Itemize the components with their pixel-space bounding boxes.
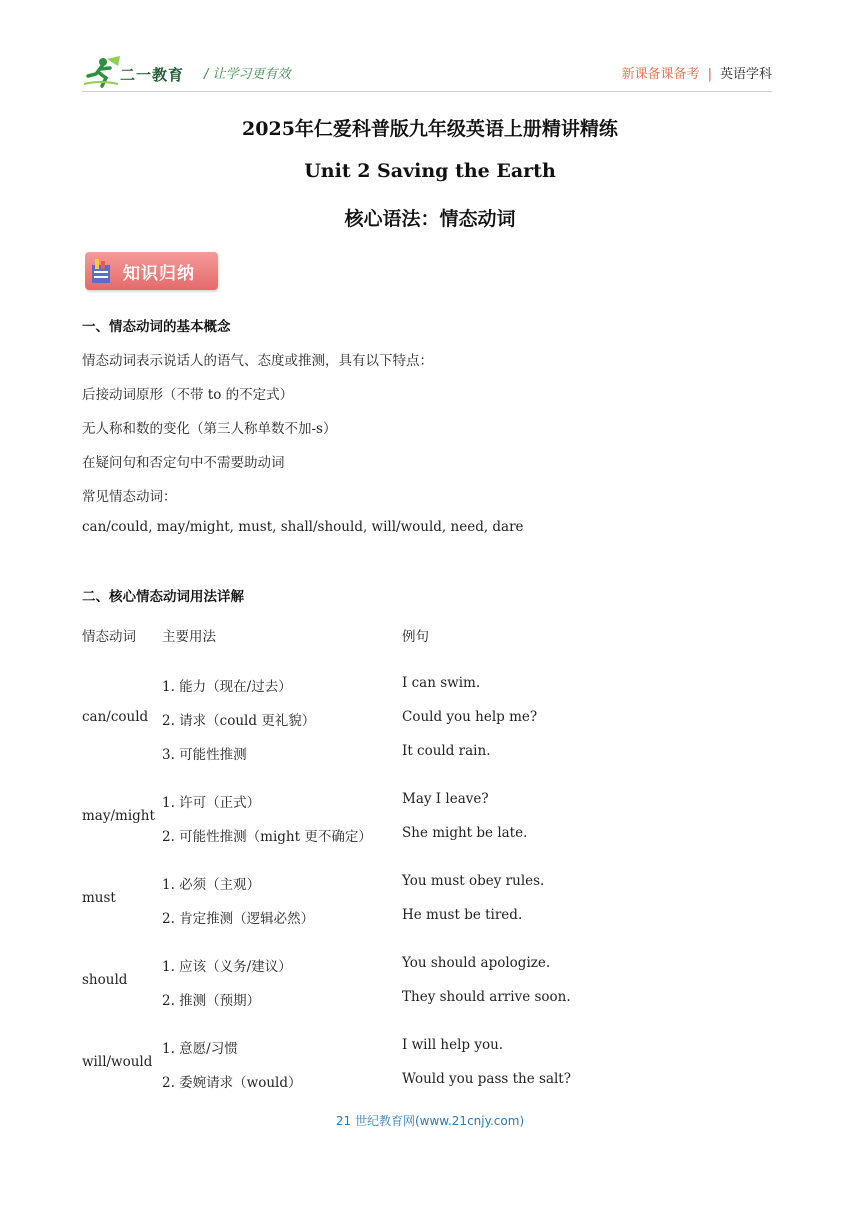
- table-example-cell: He must be tired.: [402, 907, 523, 923]
- brand-logo: [82, 56, 192, 88]
- table-example-cell: It could rain.: [402, 743, 491, 759]
- runner-logo-icon: [82, 56, 122, 88]
- document-title: 2025年仁爱科普版九年级英语上册精讲精练: [242, 118, 618, 140]
- badge-label: 知识归纳: [123, 264, 195, 284]
- table-usage-cell: 1. 能力（现在/过去）: [162, 679, 292, 695]
- header-tagline: 新课备课备考: [621, 67, 700, 82]
- table-example-cell: You must obey rules.: [402, 873, 545, 889]
- table-verb-cell: will/would: [82, 1054, 153, 1070]
- paragraph-line: 情态动词表示说话人的语气、态度或推测，具有以下特点：: [82, 353, 433, 369]
- table-usage-cell: 1. 意愿/习惯: [162, 1041, 238, 1057]
- knowledge-summary-badge: [85, 252, 218, 290]
- header-right: [622, 63, 772, 82]
- table-usage-cell: 2. 委婉请求（would）: [162, 1075, 302, 1091]
- modal-verb-list: can/could, may/might, must, shall/should, will/would, need, dare: [82, 519, 524, 535]
- header-separator: |: [707, 67, 712, 82]
- unit-title: Unit 2 Saving the Earth: [304, 160, 556, 182]
- table-usage-cell: 1. 许可（正式）: [162, 795, 261, 811]
- page-header: [82, 56, 772, 90]
- table-example-cell: I can swim.: [402, 675, 481, 691]
- table-usage-cell: 1. 必须（主观）: [162, 877, 261, 893]
- table-header-example: 例句: [402, 629, 429, 645]
- header-subject: 英语学科: [719, 67, 772, 82]
- table-example-cell: They should arrive soon.: [402, 989, 571, 1005]
- table-example-cell: You should apologize.: [402, 955, 551, 971]
- table-usage-cell: 2. 可能性推测（might 更不确定）: [162, 829, 372, 845]
- table-example-cell: Would you pass the salt?: [402, 1071, 571, 1087]
- page-footer: 21 世纪教育网(www.21cnjy.com): [335, 1114, 525, 1128]
- paragraph-line: 无人称和数的变化（第三人称单数不加-s）: [82, 421, 337, 437]
- table-usage-cell: 1. 应该（义务/建议）: [162, 959, 292, 975]
- table-verb-cell: must: [82, 890, 116, 906]
- table-header-usage: 主要用法: [162, 629, 216, 645]
- section-heading: 二、核心情态动词用法详解: [82, 589, 244, 605]
- table-header-verb: 情态动词: [82, 629, 136, 645]
- paragraph-line: 常见情态动词：: [82, 489, 177, 505]
- logo-text: 二一教育: [120, 66, 185, 84]
- table-example-cell: May I leave?: [402, 791, 489, 807]
- table-usage-cell: 2. 推测（预期）: [162, 993, 261, 1009]
- table-usage-cell: 2. 请求（could 更礼貌）: [162, 713, 316, 729]
- table-verb-cell: should: [82, 972, 128, 988]
- book-icon: [91, 257, 111, 285]
- topic-title: 核心语法：情态动词: [344, 208, 516, 230]
- table-usage-cell: 3. 可能性推测: [162, 747, 247, 763]
- table-example-cell: Could you help me?: [402, 709, 538, 725]
- table-verb-cell: may/might: [82, 808, 155, 824]
- header-divider: [82, 91, 772, 92]
- table-example-cell: I will help you.: [402, 1037, 504, 1053]
- table-example-cell: She might be late.: [402, 825, 528, 841]
- section-heading: 一、情态动词的基本概念: [82, 319, 231, 335]
- paragraph-line: 在疑问句和否定句中不需要助动词: [82, 455, 285, 471]
- paragraph-line: 后接动词原形（不带 to 的不定式）: [82, 387, 294, 403]
- table-verb-cell: can/could: [82, 709, 149, 725]
- header-slogan: / 让学习更有效: [204, 67, 291, 82]
- table-usage-cell: 2. 肯定推测（逻辑必然）: [162, 911, 315, 927]
